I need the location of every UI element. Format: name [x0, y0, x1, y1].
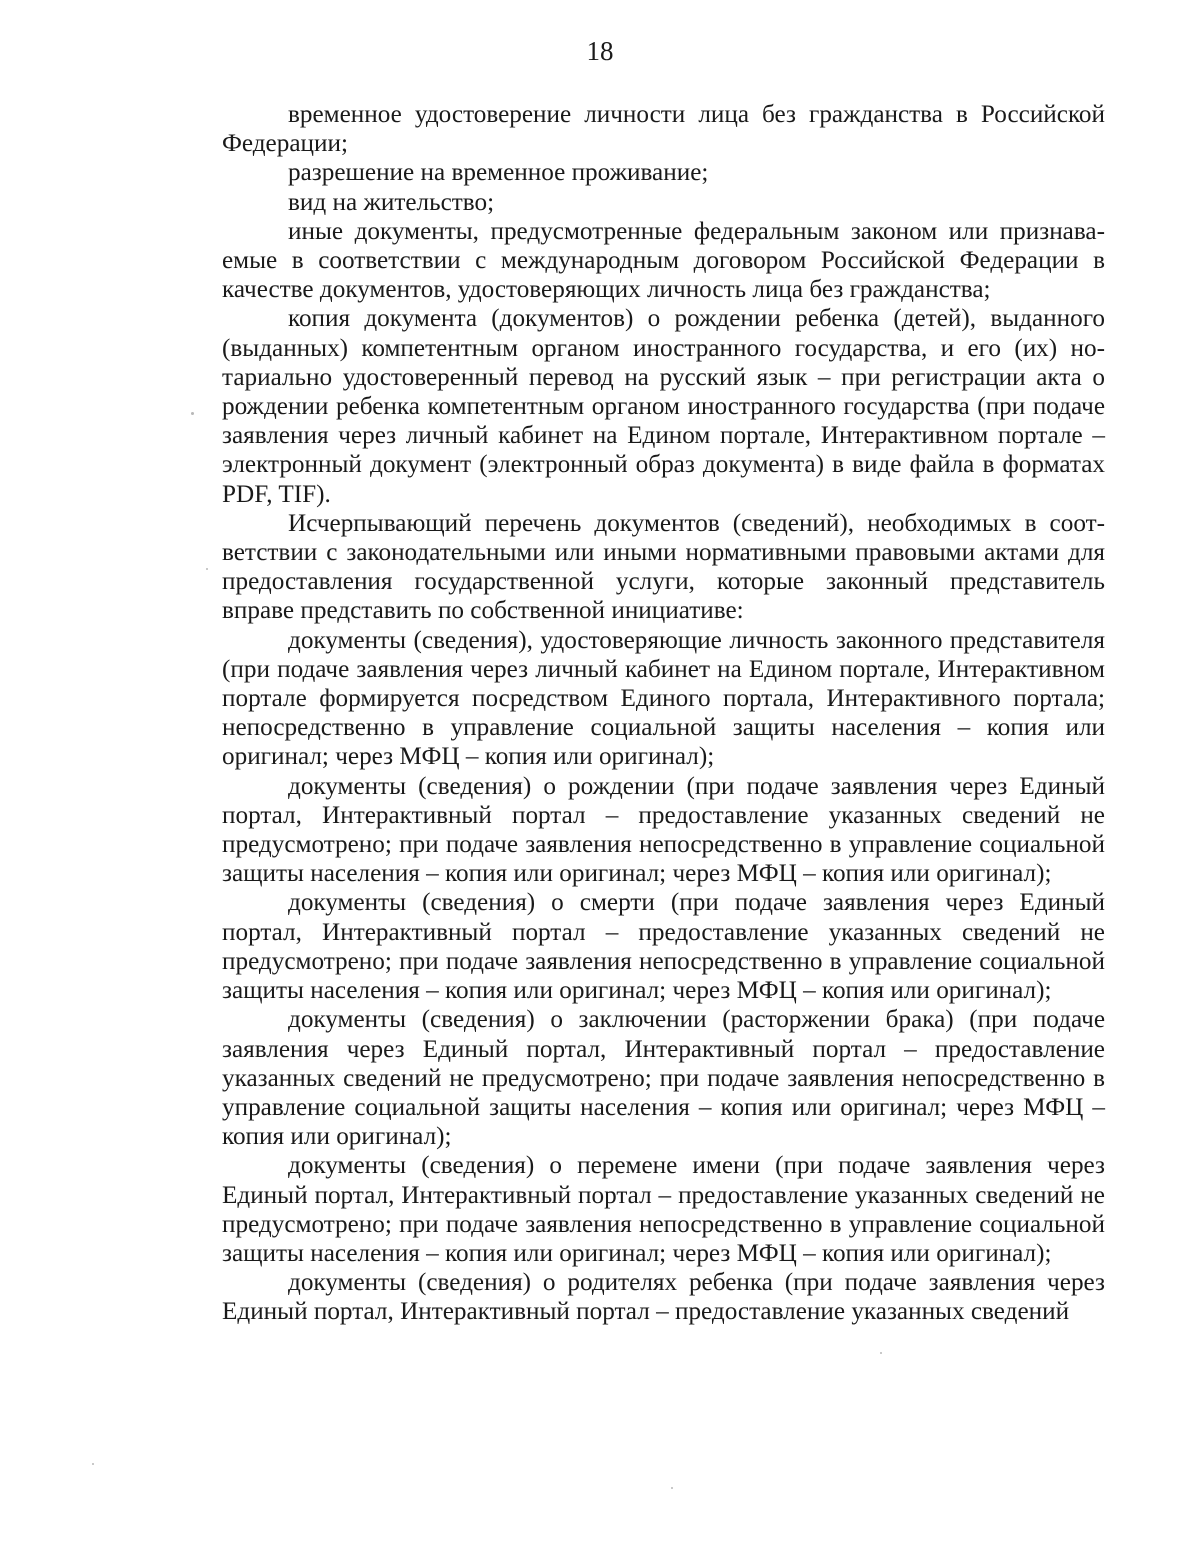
document-body [222, 100, 1105, 1327]
paragraph-3: вид на жительство; [288, 188, 495, 216]
paragraph-5: копия документа (документов) о рождении ребенка (детей), выданного (выданных) компетентным органом иностранного государства, и его (их) нотариально удостоверенный перевод на русский язык – при регистрации акта о рождении ребенка компетентным органом иностранного государства (при подаче заявления через личный кабинет на Едином портале, Интерактивном портале – электронный документ (электронный образ документа) в виде файла в форматах PDF, TIF). [222, 305, 1105, 508]
paragraph-12: документы (сведения) о родителях ребенка (при подаче заявления через Единый портал, Интерактивный портал – предоставление указанных сведений [222, 1269, 1105, 1326]
paragraph-8: документы (сведения) о рождении (при подаче заявления через Единый портал, Интерактивный портал – предоставление указанных сведений не предусмотрено; при подаче заявления непосредственно в управление социальной защиты населения – копия или оригинал; через МФЦ – копия или оригинал); [222, 772, 1105, 888]
scan-speck [880, 1352, 882, 1354]
paragraph-2: разрешение на временное проживание; [288, 159, 709, 187]
paragraph-6: Исчерпывающий перечень документов (сведений), необходимых в соответствии с законодательными или иными нормативными правовыми актами для предоставления государственной услуги, которые законный представитель вправе представить по собственной инициативе: [222, 509, 1105, 625]
paragraph-9: документы (сведения) о смерти (при подаче заявления через Единый портал, Интерактивный портал – предоставление указанных сведений не предусмотрено; при подаче заявления непосредственно в управление социальной защиты населения – копия или оригинал; через МФЦ – копия или оригинал); [222, 889, 1105, 1005]
scan-speck [92, 1463, 94, 1465]
paragraph-10: документы (сведения) о заключении (расторжении брака) (при подаче заявления через Единый портал, Интерактивный портал – предоставление указанных сведений не предусмотрено; при подаче заявления непосредственно в управление социальной защиты населения – копия или оригинал; через МФЦ – копия или оригинал); [222, 1006, 1105, 1151]
paragraph-7: документы (сведения), удостоверяющие личность законного представителя (при подаче заявления через личный кабинет на Едином портале, Интерактивном портале формируется посредством Единого портала, Интерактивного портала; непосредственно в управление социальной защиты населения – копия или оригинал; через МФЦ – копия или оригинал); [222, 626, 1105, 771]
scan-speck [206, 568, 208, 570]
scan-speck [671, 1487, 673, 1489]
scan-speck [191, 412, 194, 415]
paragraph-4: иные документы, предусмотренные федеральным законом или признаваемые в соответствии с международным договором Российской Федерации в качестве документов, удостоверяющих личность лица без гражданства; [222, 217, 1105, 304]
page-number: 18 [586, 36, 614, 66]
paragraph-1: временное удостоверение личности лица без гражданства в Российской Федерации; [222, 101, 1105, 158]
paragraph-11: документы (сведения) о перемене имени (при подаче заявления через Единый портал, Интерактивный портал – предоставление указанных сведений не предусмотрено; при подаче заявления непосредственно в управление социальной защиты населения – копия или оригинал; через МФЦ – копия или оригинал); [222, 1152, 1105, 1267]
